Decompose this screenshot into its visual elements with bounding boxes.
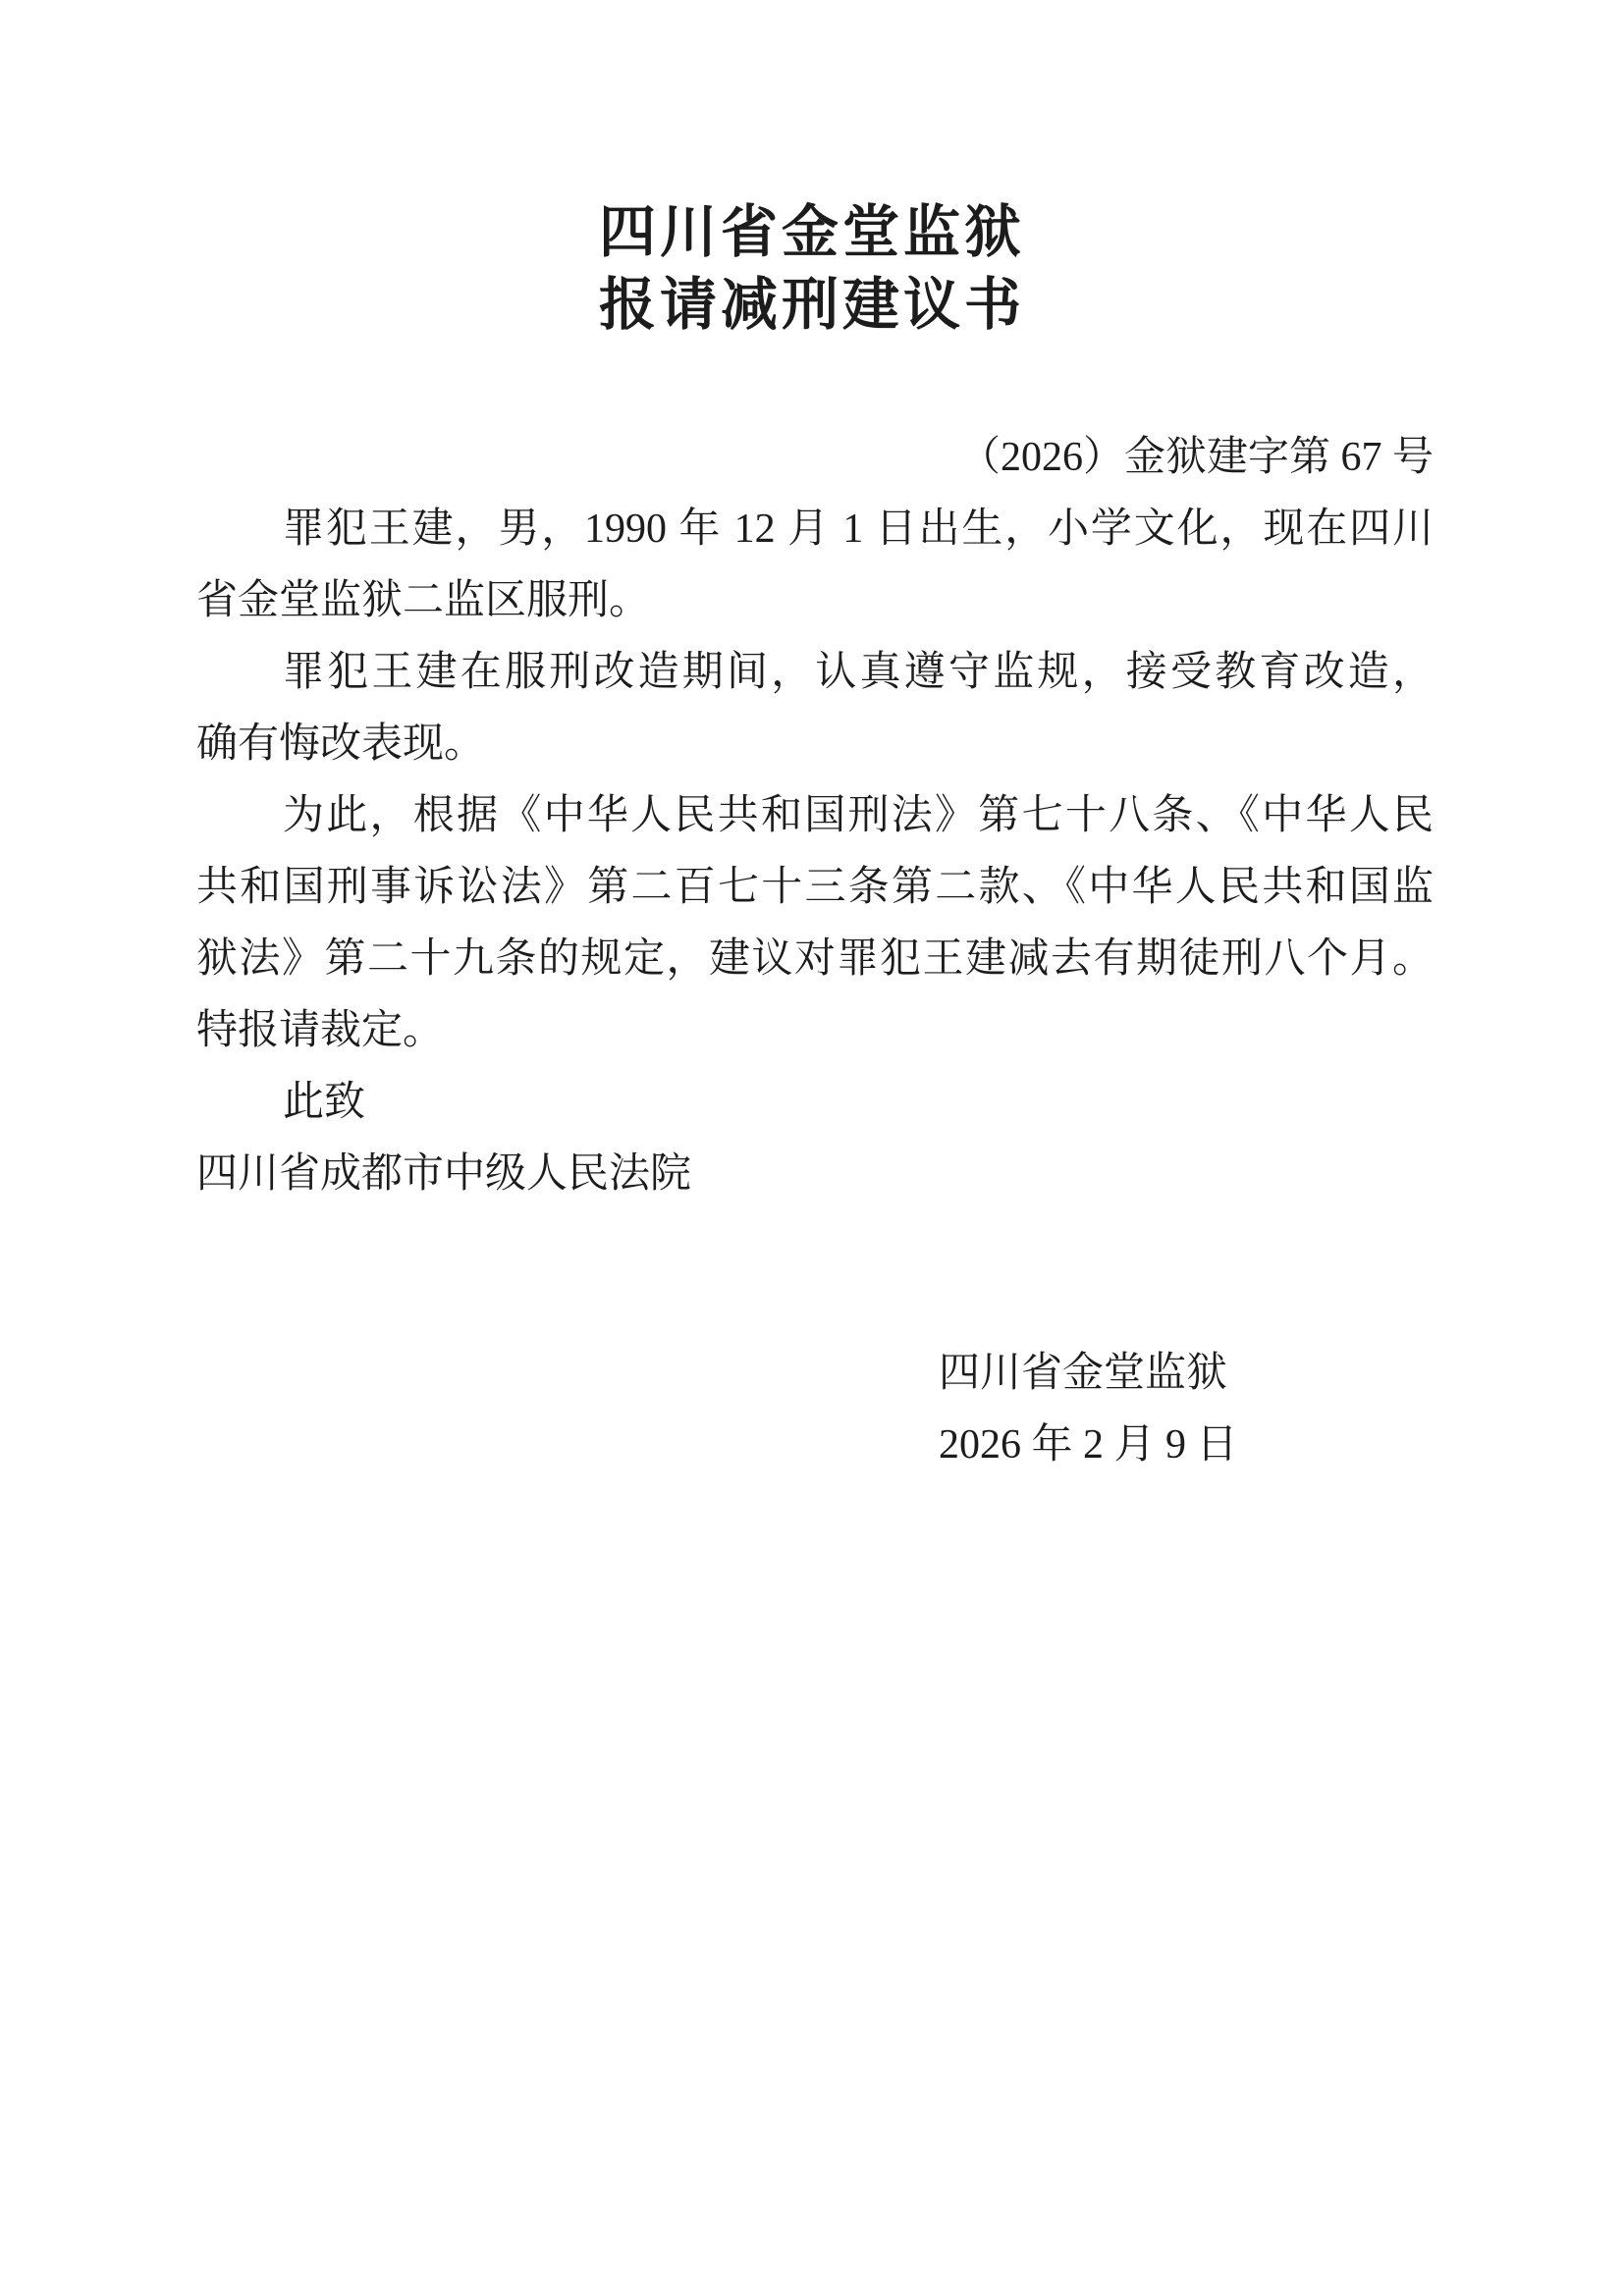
body-line: 确有悔改表现。: [196, 721, 486, 767]
body-line: 罪犯王建在服刑改造期间，认真遵守监规，接受教育改造，: [283, 650, 1434, 695]
document-number: （2026）金狱建字第 67 号: [958, 435, 1434, 480]
body-line: 狱法》第二十九条的规定，建议对罪犯王建减去有期徒刑八个月。: [196, 936, 1434, 982]
title-line-1: 四川省金堂监狱: [598, 200, 1025, 264]
title-line-2: 报请减刑建议书: [598, 273, 1025, 337]
signature-org: 四川省金堂监狱: [939, 1351, 1228, 1396]
signature-date: 2026 年 2 月 9 日: [939, 1422, 1238, 1468]
body-line: 特报请裁定。: [196, 1008, 445, 1053]
addressee-court: 四川省成都市中级人民法院: [196, 1151, 692, 1197]
body-line: 为此，根据《中华人民共和国刑法》第七十八条、《中华人民: [283, 793, 1434, 838]
signature-block: [939, 1338, 1238, 1481]
body-line: 共和国刑事诉讼法》第二百七十三条第二款、《中华人民共和国监: [196, 865, 1434, 910]
closing-salutation: 此致: [283, 1080, 366, 1125]
body-line: 省金堂监狱二监区服刑。: [196, 578, 651, 623]
document-body: [196, 422, 1434, 1481]
document-title: [0, 0, 1624, 342]
body-line: 罪犯王建，男，1990 年 12 月 1 日出生，小学文化，现在四川: [283, 507, 1434, 552]
